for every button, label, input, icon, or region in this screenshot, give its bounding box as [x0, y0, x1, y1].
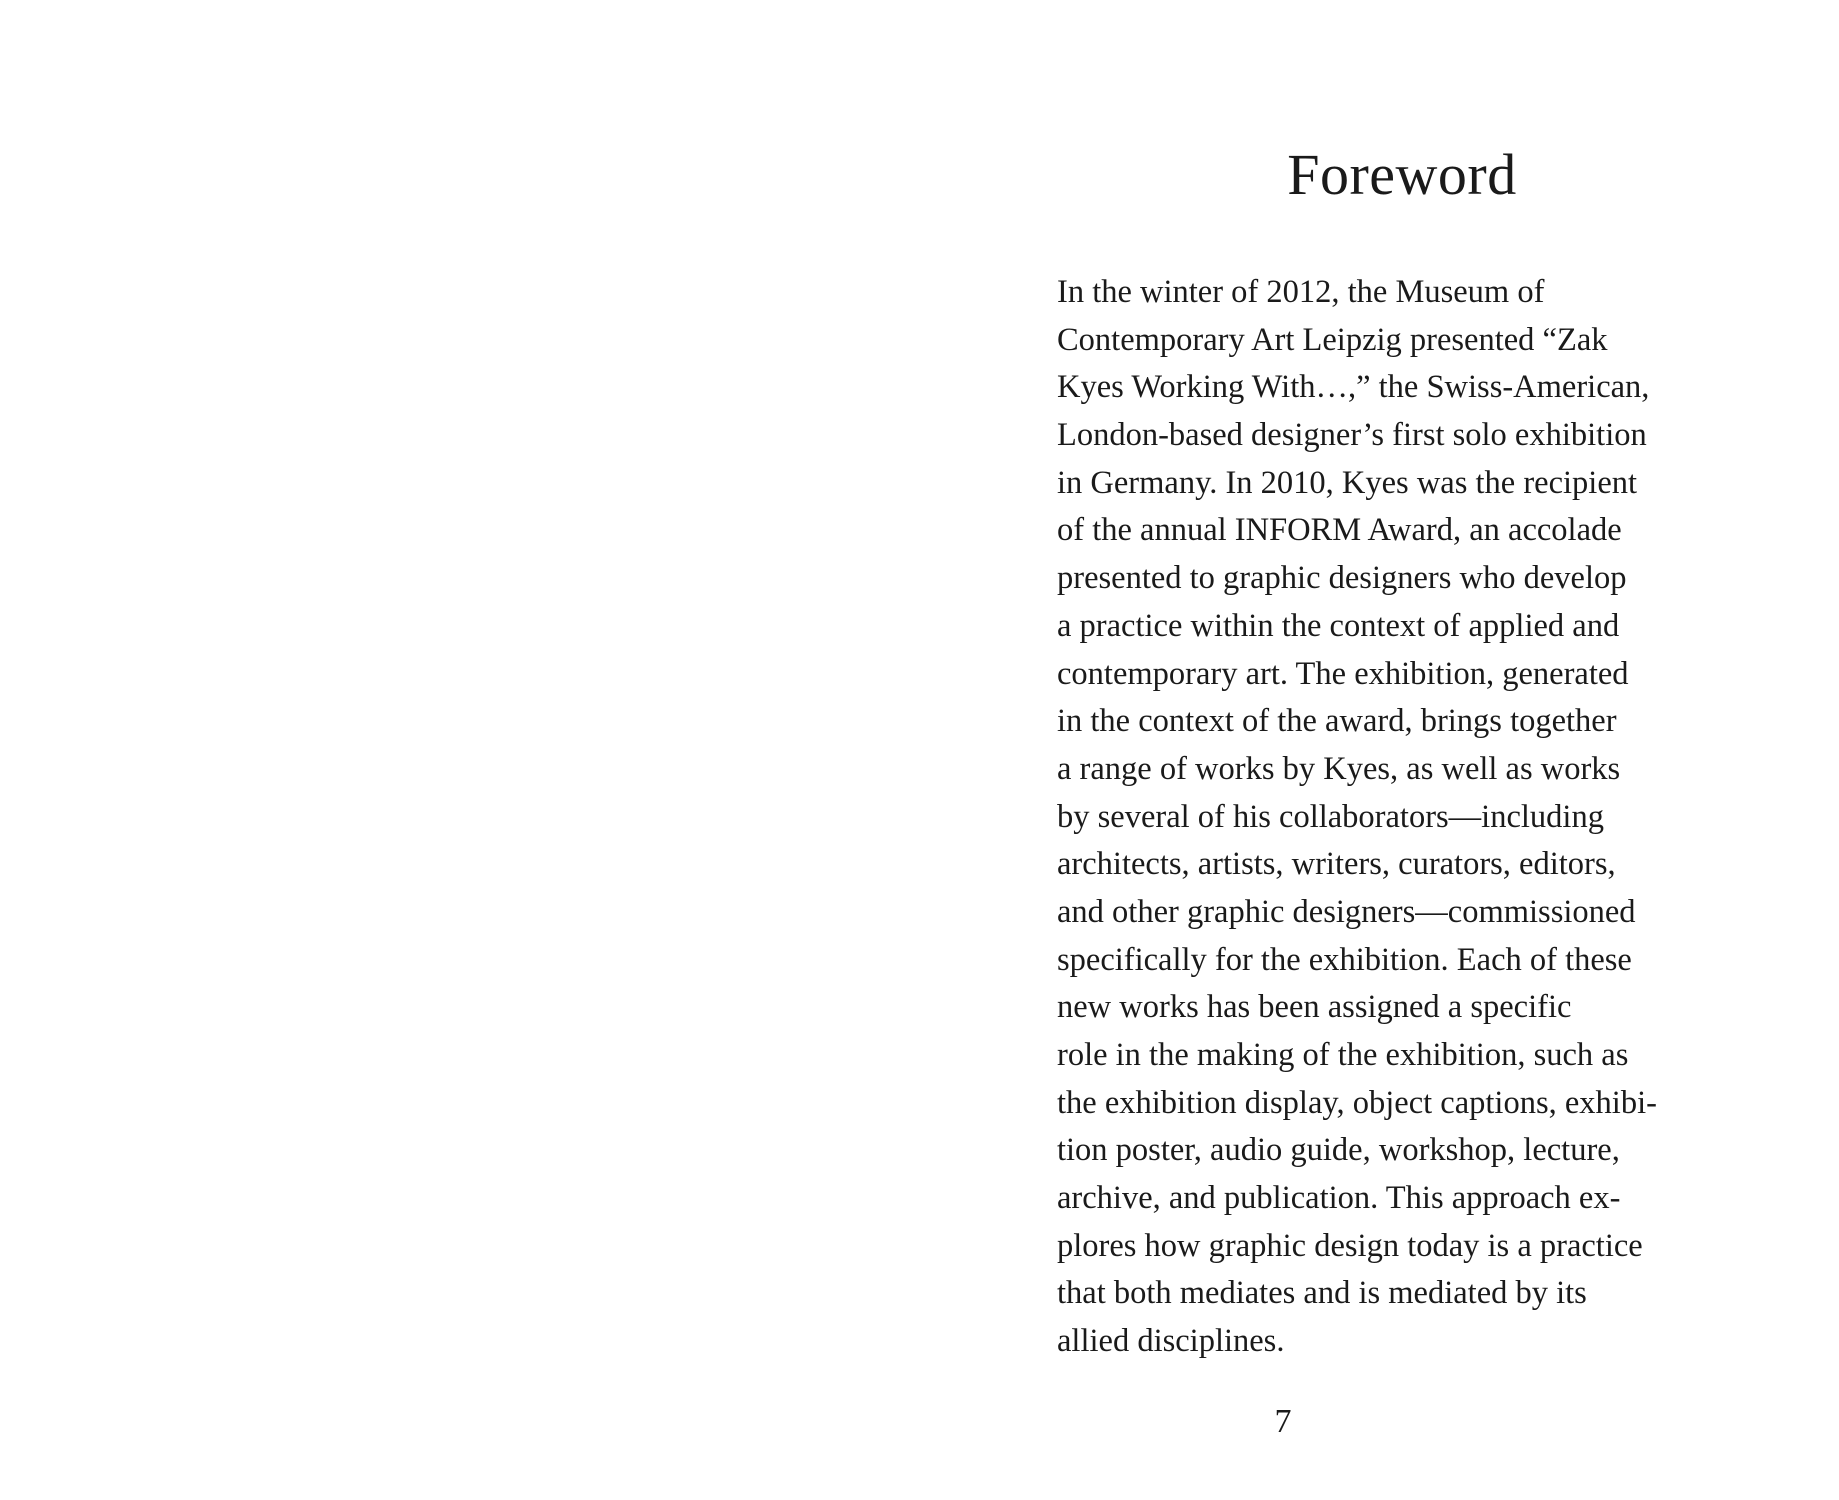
page-title: Foreword: [1287, 142, 1517, 207]
foreword-body: [1057, 269, 1757, 1366]
body-line: plores how graphic design today is a practice: [1057, 1227, 1643, 1264]
body-line: tion poster, audio guide, workshop, lecture,: [1057, 1132, 1620, 1169]
body-line: archive, and publication. This approach ex-: [1057, 1180, 1621, 1217]
body-line: role in the making of the exhibition, such as: [1057, 1037, 1629, 1073]
body-line: the exhibition display, object captions, exhibi-: [1057, 1084, 1657, 1121]
body-line: In the winter of 2012, the Museum of: [1057, 274, 1545, 310]
body-line: Contemporary Art Leipzig presented “Zak: [1057, 321, 1608, 358]
body-line: allied disciplines.: [1057, 1323, 1285, 1360]
body-line: new works has been assigned a specific: [1057, 989, 1572, 1026]
body-line: contemporary art. The exhibition, generated: [1057, 655, 1629, 692]
body-line: architects, artists, writers, curators, editors,: [1057, 846, 1616, 883]
body-line: London-based designer’s first solo exhibition: [1057, 417, 1647, 454]
left-page-blank: [0, 0, 919, 1500]
body-line: in the context of the award, brings together: [1057, 703, 1617, 740]
body-line: specifically for the exhibition. Each of these: [1057, 941, 1632, 978]
body-line: and other graphic designers—commissioned: [1057, 893, 1636, 930]
page-number: 7: [1274, 1403, 1292, 1440]
body-line: that both mediates and is mediated by its: [1057, 1275, 1587, 1312]
body-line: of the annual INFORM Award, an accolade: [1057, 512, 1622, 549]
body-line: a practice within the context of applied and: [1057, 607, 1620, 644]
body-line: Kyes Working With…,” the Swiss-American,: [1057, 369, 1650, 406]
body-line: in Germany. In 2010, Kyes was the recipient: [1057, 464, 1638, 501]
body-line: presented to graphic designers who develop: [1057, 560, 1627, 597]
body-line: a range of works by Kyes, as well as works: [1057, 750, 1621, 787]
body-line: by several of his collaborators—including: [1057, 798, 1604, 835]
